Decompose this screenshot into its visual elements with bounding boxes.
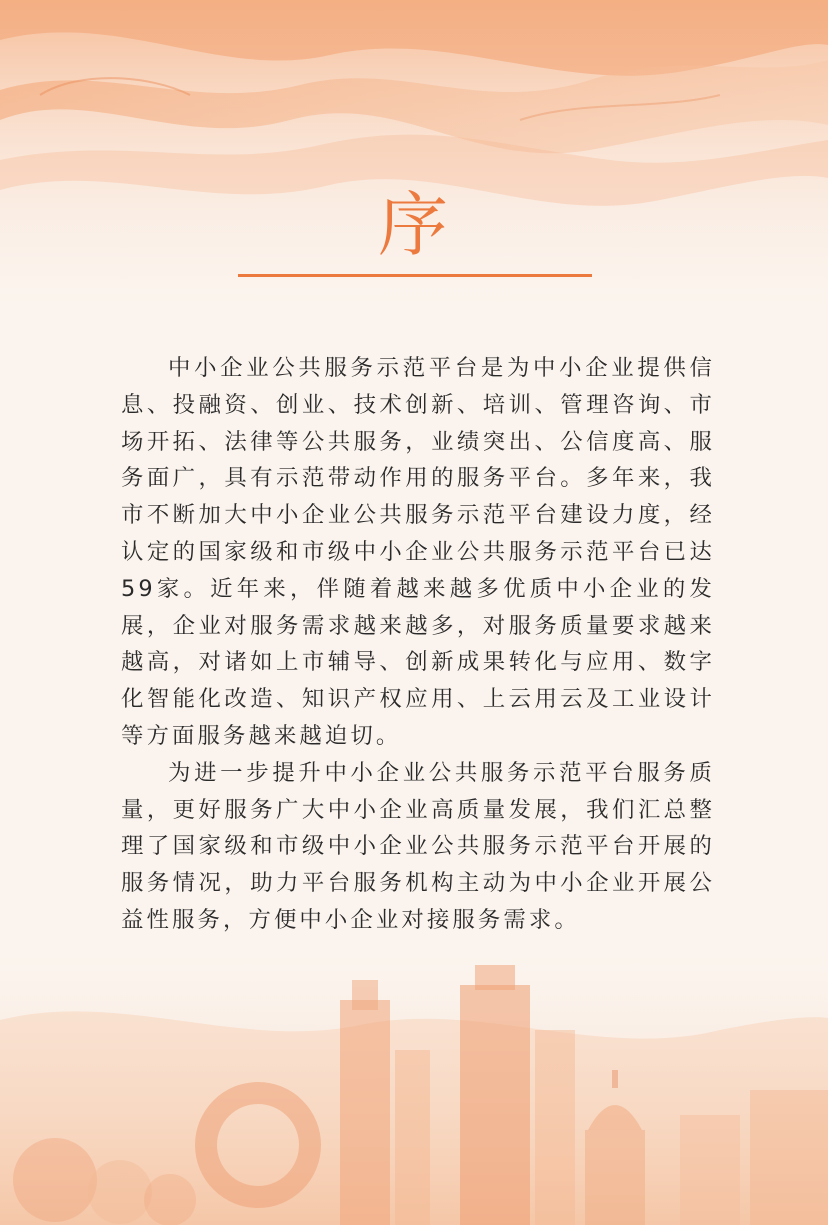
- preface-body: [121, 350, 715, 939]
- city-skyline-illustration: [0, 930, 828, 1225]
- paragraph: 中小企业公共服务示范平台是为中小企业提供信息、投融资、创业、技术创新、培训、管理咨询、市场开拓、法律等公共服务，业绩突出、公信度高、服务面广，具有示范带动作用的服务平台。多年来，我市不断加大中小企业公共服务示范平台建设力度，经认定的国家级和市级中小企业公共服务示范平台已达59家。近年来，伴随着越来越多优质中小企业的发展，企业对服务需求越来越多，对服务质量要求越来越高，对诸如上市辅导、创新成果转化与应用、数字化智能化改造、知识产权应用、上云用云及工业设计等方面服务越来越迫切。: [121, 355, 715, 749]
- paragraph: 为进一步提升中小企业公共服务示范平台服务质量，更好服务广大中小企业高质量发展，我们汇总整理了国家级和市级中小企业公共服务示范平台开展的服务情况，助力平台服务机构主动为中小企业开展公益性服务，方便中小企业对接服务需求。: [121, 759, 715, 933]
- page-title: 序: [378, 184, 450, 266]
- title-divider: [238, 274, 592, 277]
- header-watercolor-illustration: [0, 0, 828, 330]
